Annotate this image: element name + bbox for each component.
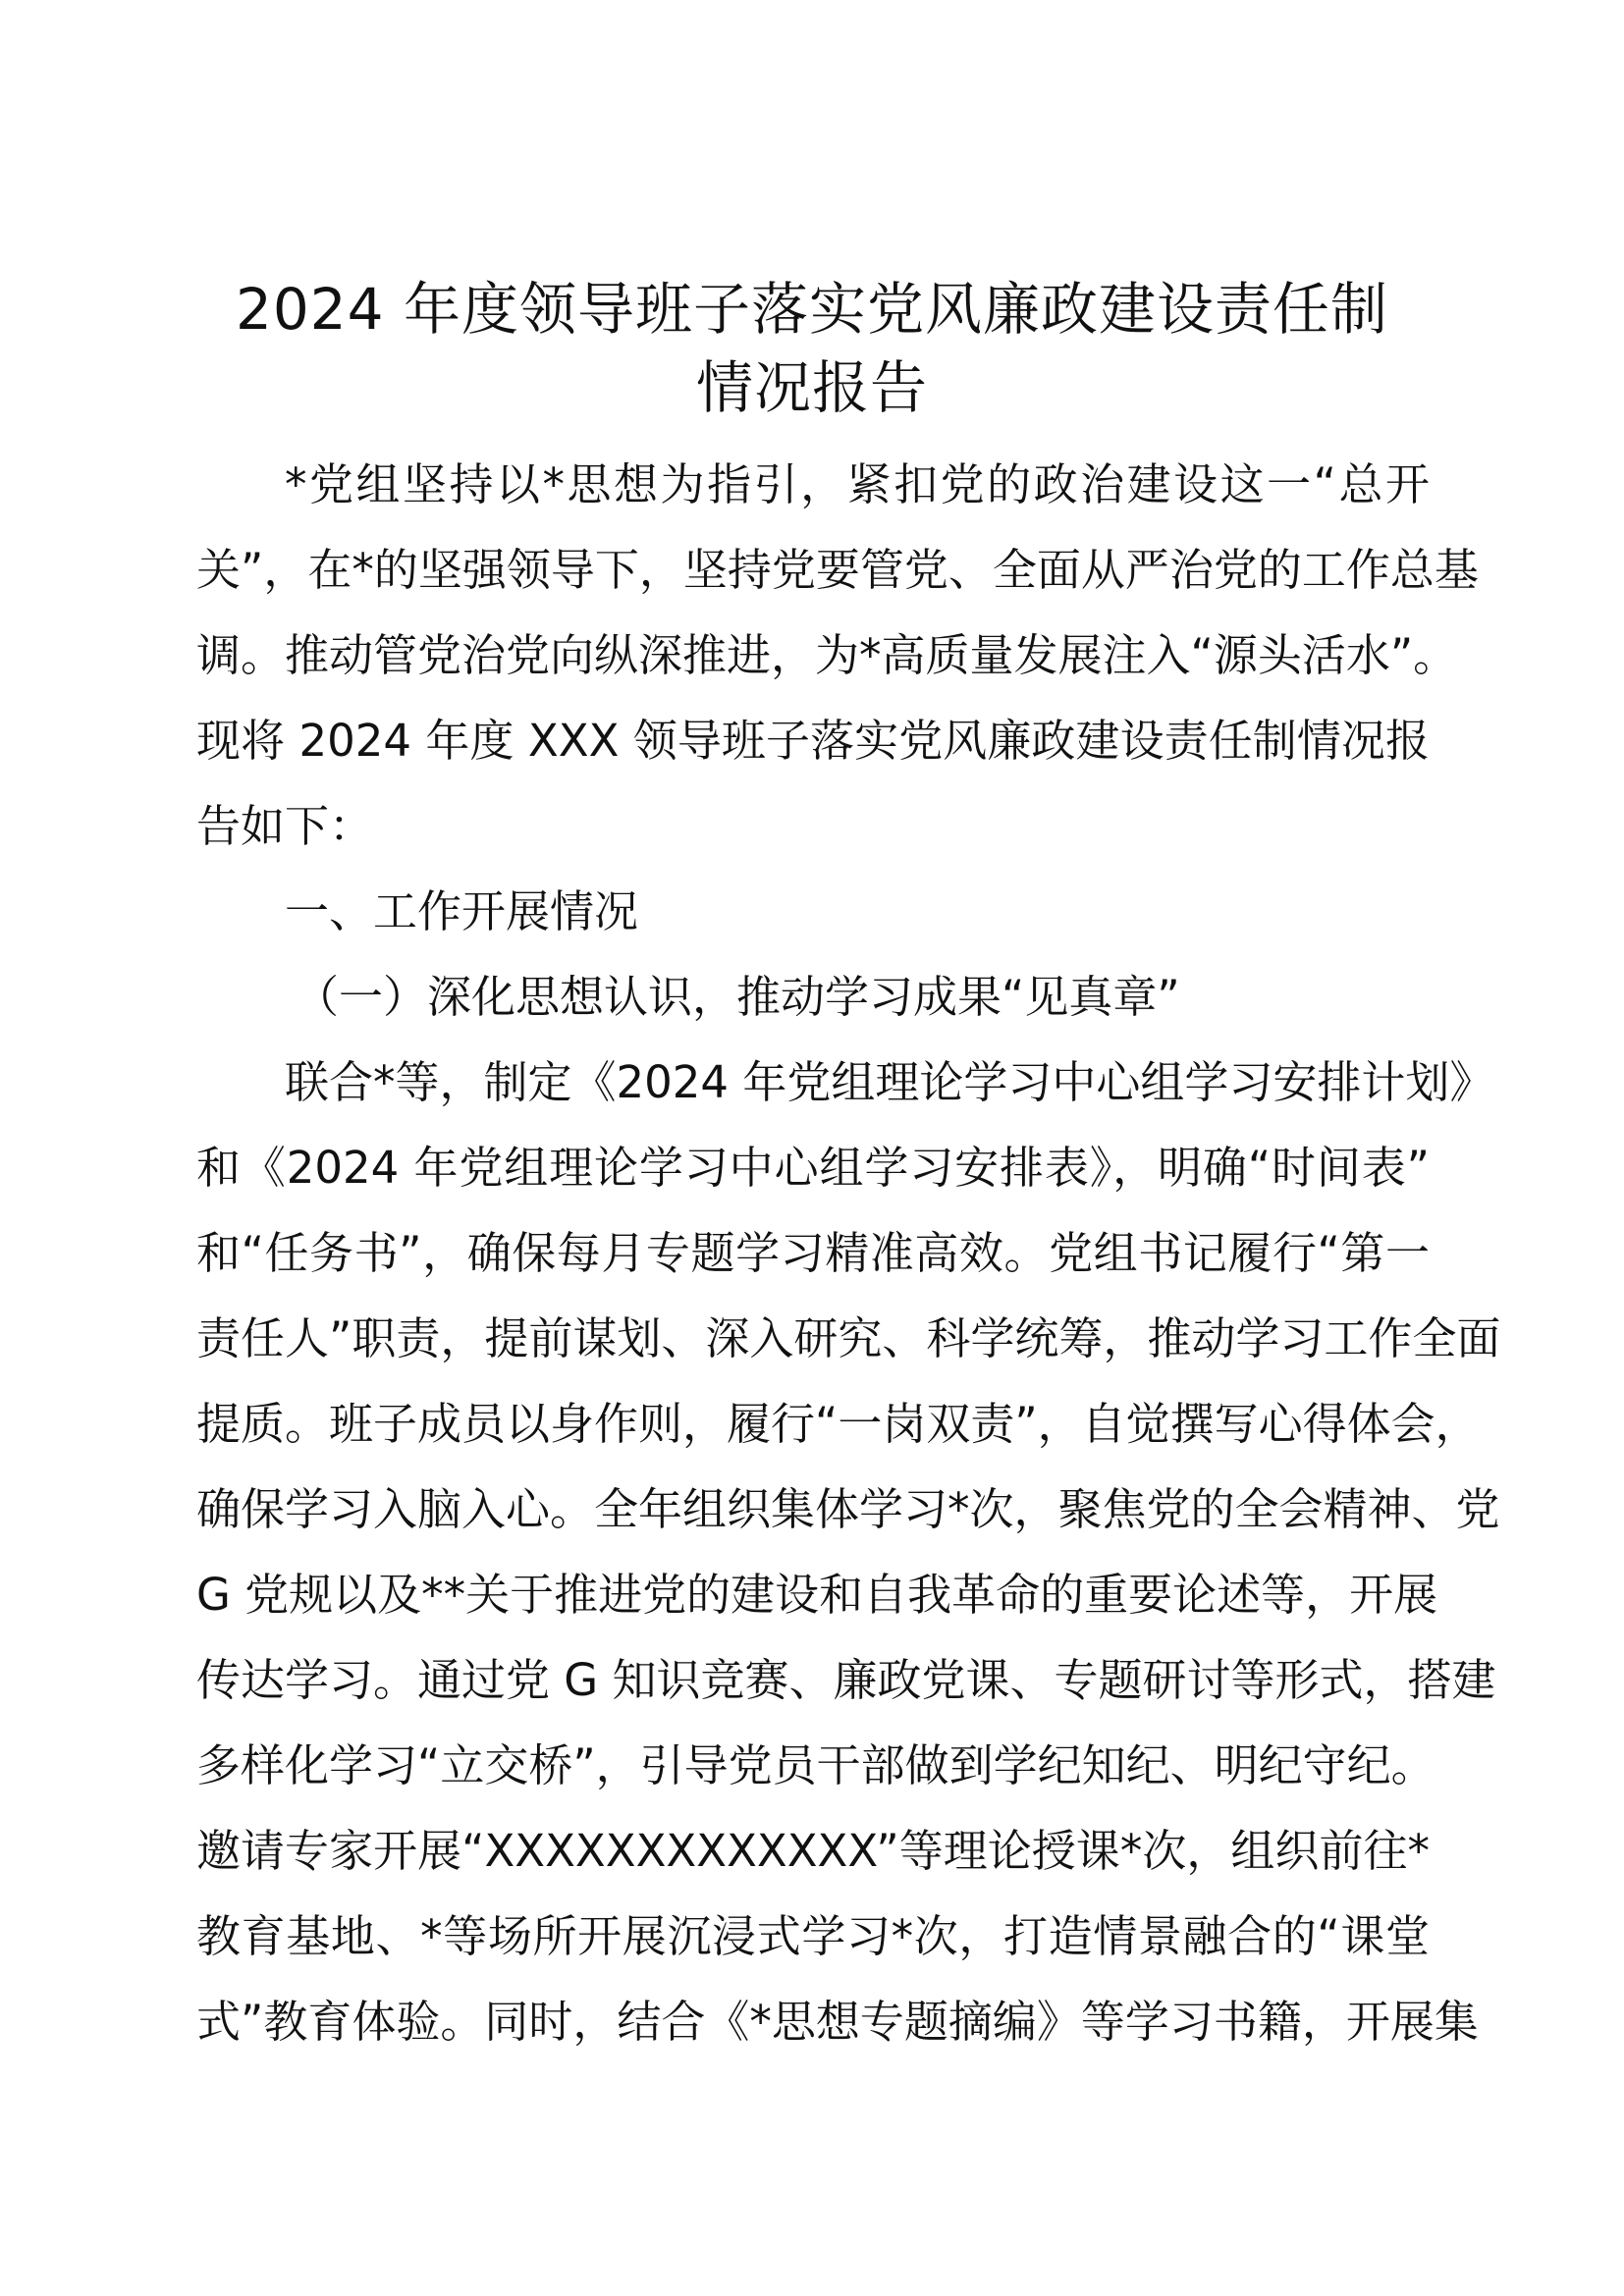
body-line-7: G 党规以及**关于推进党的建设和自我革命的重要论述等，开展 <box>196 1569 1438 1621</box>
intro-line-5: 告如下： <box>196 800 374 852</box>
section-heading: 一、工作开展情况 <box>285 885 639 937</box>
body-line-3: 和“任务书”，确保每月专题学习精准高效。党组书记履行“第一 <box>196 1227 1430 1279</box>
body-line-1: 联合*等，制定《2024 年党组理论学习中心组学习安排计划》 <box>285 1056 1494 1108</box>
document-title-line-1: 2024 年度领导班子落实党风廉政建设责任制 <box>235 276 1389 343</box>
intro-line-4: 现将 2024 年度 XXX 领导班子落实党风廉政建设责任制情况报 <box>196 715 1430 767</box>
body-line-11: 教育基地、*等场所开展沉浸式学习*次，打造情景融合的“课堂 <box>196 1910 1430 1962</box>
body-line-9: 多样化学习“立交桥”，引导党员干部做到学纪知纪、明纪守纪。 <box>196 1739 1435 1791</box>
body-line-2: 和《2024 年党组理论学习中心组学习安排表》，明确“时间表” <box>196 1142 1430 1194</box>
intro-line-3: 调。推动管党治党向纵深推进，为*高质量发展注入“源头活水”。 <box>196 629 1458 681</box>
body-line-4: 责任人”职责，提前谋划、深入研究、科学统筹，推动学习工作全面 <box>196 1312 1501 1364</box>
intro-line-2: 关”，在*的坚强领导下，坚持党要管党、全面从严治党的工作总基 <box>196 544 1479 596</box>
body-line-5: 提质。班子成员以身作则，履行“一岗双责”，自觉撰写心得体会， <box>196 1398 1480 1450</box>
body-line-12: 式”教育体验。同时，结合《*思想专题摘编》等学习书籍，开展集 <box>196 1996 1479 2048</box>
document-title-line-2: 情况报告 <box>695 354 928 421</box>
body-line-10: 邀请专家开展“XXXXXXXXXXXXX”等理论授课*次，组织前往* <box>196 1825 1430 1877</box>
subsection-heading: （一）深化思想认识，推动学习成果“见真章” <box>295 971 1180 1023</box>
body-line-6: 确保学习入脑入心。全年组织集体学习*次，聚焦党的全会精神、党 <box>196 1483 1500 1535</box>
body-line-8: 传达学习。通过党 G 知识竞赛、廉政党课、专题研讨等形式，搭建 <box>196 1654 1496 1706</box>
intro-line-1: *党组坚持以*思想为指引，紧扣党的政治建设这一“总开 <box>285 458 1430 510</box>
